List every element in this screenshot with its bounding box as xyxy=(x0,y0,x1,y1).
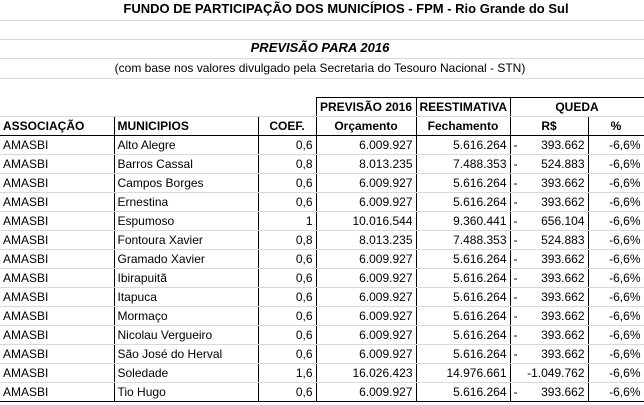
municipio-cell[interactable]: Barros Cassal xyxy=(114,155,258,174)
orcamento-cell[interactable]: 10.016.544 xyxy=(316,212,416,231)
queda-value: 393.662 xyxy=(541,385,585,399)
queda-rs-cell[interactable] xyxy=(510,174,588,193)
orcamento-cell[interactable]: 6.009.927 xyxy=(316,250,416,269)
header-associacao[interactable]: ASSOCIAÇÃO xyxy=(0,117,114,136)
fechamento-cell[interactable]: 5.616.264 xyxy=(416,136,510,155)
header-coef[interactable]: COEF. xyxy=(258,117,316,136)
queda-value: 393.662 xyxy=(541,328,585,342)
queda-sign: - xyxy=(513,195,518,209)
queda-value: 393.662 xyxy=(541,271,585,285)
queda-sign: - xyxy=(513,271,518,285)
sheet-note: (com base nos valores divulgado pela Secretaria do Tesouro Nacional - STN) xyxy=(114,61,526,75)
fechamento-cell[interactable]: 9.360.441 xyxy=(416,212,510,231)
fechamento-cell[interactable]: 5.616.264 xyxy=(416,174,510,193)
queda-rs-cell[interactable] xyxy=(510,345,588,364)
orcamento-cell[interactable]: 6.009.927 xyxy=(316,307,416,326)
table-row xyxy=(0,155,644,174)
associacao-cell[interactable]: AMASBI xyxy=(0,250,114,269)
fechamento-cell[interactable]: 7.488.353 xyxy=(416,155,510,174)
coef-cell[interactable]: 0,8 xyxy=(258,231,316,250)
associacao-cell[interactable]: AMASBI xyxy=(0,288,114,307)
fechamento-cell[interactable]: 5.616.264 xyxy=(416,250,510,269)
queda-sign: - xyxy=(513,309,518,323)
queda-value: 393.662 xyxy=(541,138,585,152)
queda-sign: - xyxy=(513,233,518,247)
orcamento-cell[interactable]: 16.026.423 xyxy=(316,364,416,383)
municipio-cell[interactable]: Soledade xyxy=(114,364,258,383)
coef-cell[interactable]: 0,6 xyxy=(258,326,316,345)
queda-pct-cell[interactable]: -6,6% xyxy=(588,155,644,174)
coef-cell[interactable]: 0,6 xyxy=(258,345,316,364)
queda-rs-cell[interactable] xyxy=(510,212,588,231)
associacao-cell[interactable]: AMASBI xyxy=(0,193,114,212)
associacao-cell[interactable]: AMASBI xyxy=(0,269,114,288)
municipio-cell[interactable]: Fontoura Xavier xyxy=(114,231,258,250)
table-row xyxy=(0,212,644,231)
grid-line xyxy=(0,20,644,21)
coef-cell[interactable]: 0,6 xyxy=(258,269,316,288)
header-reestimativa[interactable]: REESTIMATIVA xyxy=(416,98,510,117)
coef-cell[interactable]: 1,6 xyxy=(258,364,316,383)
coef-cell[interactable]: 0,6 xyxy=(258,383,316,402)
header-orcamento[interactable]: Orçamento xyxy=(316,117,416,136)
coef-cell[interactable]: 1 xyxy=(258,212,316,231)
queda-sign: - xyxy=(513,252,518,266)
queda-value: 393.662 xyxy=(541,347,585,361)
header-previsao[interactable]: PREVISÃO 2016 xyxy=(316,98,416,117)
municipio-cell[interactable]: Itapuca xyxy=(114,288,258,307)
coef-cell[interactable]: 0,6 xyxy=(258,174,316,193)
queda-rs-cell[interactable] xyxy=(510,364,588,383)
queda-pct-cell[interactable]: -6,6% xyxy=(588,364,644,383)
queda-sign: - xyxy=(513,157,518,171)
associacao-cell[interactable]: AMASBI xyxy=(0,345,114,364)
fpm-table xyxy=(0,97,644,402)
column-header-row xyxy=(0,117,644,136)
table-row xyxy=(0,307,644,326)
coef-cell[interactable]: 0,8 xyxy=(258,155,316,174)
queda-pct-cell[interactable]: -6,6% xyxy=(588,326,644,345)
queda-value: 393.662 xyxy=(541,309,585,323)
table-row xyxy=(0,326,644,345)
queda-pct-cell[interactable]: -6,6% xyxy=(588,250,644,269)
queda-sign: - xyxy=(513,176,518,190)
orcamento-cell[interactable]: 6.009.927 xyxy=(316,345,416,364)
table-row xyxy=(0,345,644,364)
queda-rs-cell[interactable] xyxy=(510,193,588,212)
header-queda-rs[interactable]: R$ xyxy=(510,117,588,136)
queda-rs-cell[interactable] xyxy=(510,231,588,250)
queda-pct-cell[interactable]: -6,6% xyxy=(588,269,644,288)
orcamento-cell[interactable]: 6.009.927 xyxy=(316,288,416,307)
queda-value: 393.662 xyxy=(541,176,585,190)
header-fechamento[interactable]: Fechamento xyxy=(416,117,510,136)
fechamento-cell[interactable]: 5.616.264 xyxy=(416,307,510,326)
municipio-cell[interactable]: São José do Herval xyxy=(114,345,258,364)
queda-rs-cell[interactable] xyxy=(510,136,588,155)
table-row xyxy=(0,269,644,288)
fechamento-cell[interactable]: 5.616.264 xyxy=(416,288,510,307)
orcamento-cell[interactable]: 8.013.235 xyxy=(316,231,416,250)
table-row xyxy=(0,231,644,250)
table-row xyxy=(0,136,644,155)
table-row xyxy=(0,174,644,193)
queda-pct-cell[interactable]: -6,6% xyxy=(588,136,644,155)
fechamento-cell[interactable]: 7.488.353 xyxy=(416,231,510,250)
associacao-cell[interactable]: AMASBI xyxy=(0,364,114,383)
orcamento-cell[interactable]: 6.009.927 xyxy=(316,136,416,155)
queda-rs-cell[interactable] xyxy=(510,383,588,402)
fechamento-cell[interactable]: 5.616.264 xyxy=(416,383,510,402)
queda-value: 524.883 xyxy=(541,233,585,247)
queda-sign: - xyxy=(513,385,518,399)
queda-pct-cell[interactable]: -6,6% xyxy=(588,307,644,326)
queda-pct-cell[interactable]: -6,6% xyxy=(588,345,644,364)
queda-sign: - xyxy=(513,347,518,361)
table-row xyxy=(0,383,644,402)
queda-pct-cell[interactable]: -6,6% xyxy=(588,231,644,250)
associacao-cell[interactable]: AMASBI xyxy=(0,326,114,345)
queda-value: 393.662 xyxy=(541,290,585,304)
municipio-cell[interactable]: Ernestina xyxy=(114,193,258,212)
orcamento-cell[interactable]: 6.009.927 xyxy=(316,193,416,212)
queda-value: 524.883 xyxy=(541,157,585,171)
orcamento-cell[interactable]: 6.009.927 xyxy=(316,269,416,288)
queda-value: 393.662 xyxy=(541,252,585,266)
orcamento-cell[interactable]: 8.013.235 xyxy=(316,155,416,174)
fechamento-cell[interactable]: 5.616.264 xyxy=(416,269,510,288)
header-queda-pct[interactable]: % xyxy=(588,117,644,136)
queda-value: -1.049.762 xyxy=(527,366,585,380)
queda-pct-cell[interactable]: -6,6% xyxy=(588,383,644,402)
coef-cell[interactable]: 0,6 xyxy=(258,193,316,212)
queda-value: 393.662 xyxy=(541,195,585,209)
orcamento-cell[interactable]: 6.009.927 xyxy=(316,383,416,402)
queda-rs-cell[interactable] xyxy=(510,250,588,269)
associacao-cell[interactable]: AMASBI xyxy=(0,155,114,174)
municipio-cell[interactable]: Espumoso xyxy=(114,212,258,231)
fechamento-cell[interactable]: 5.616.264 xyxy=(416,326,510,345)
associacao-cell[interactable]: AMASBI xyxy=(0,136,114,155)
table-row xyxy=(0,193,644,212)
fechamento-cell[interactable]: 14.976.661 xyxy=(416,364,510,383)
orcamento-cell[interactable]: 6.009.927 xyxy=(316,326,416,345)
municipio-cell[interactable]: Mormaço xyxy=(114,307,258,326)
table-row xyxy=(0,288,644,307)
header-queda[interactable]: QUEDA xyxy=(510,98,644,117)
sheet-subtitle: PREVISÃO PARA 2016 xyxy=(250,40,390,55)
associacao-cell[interactable]: AMASBI xyxy=(0,231,114,250)
grid-line xyxy=(0,78,644,79)
queda-pct-cell[interactable]: -6,6% xyxy=(588,193,644,212)
queda-rs-cell[interactable] xyxy=(510,307,588,326)
orcamento-cell[interactable]: 6.009.927 xyxy=(316,174,416,193)
grid-line xyxy=(0,58,644,59)
group-header-row xyxy=(0,98,644,117)
coef-cell[interactable]: 0,6 xyxy=(258,250,316,269)
sheet-title: FUNDO DE PARTICIPAÇÃO DOS MUNICÍPIOS - FPM - Rio Grande do Sul xyxy=(123,1,569,16)
queda-sign: - xyxy=(513,290,518,304)
queda-sign: - xyxy=(513,328,518,342)
queda-rs-cell[interactable] xyxy=(510,269,588,288)
queda-pct-cell[interactable]: -6,6% xyxy=(588,212,644,231)
queda-sign: - xyxy=(513,214,518,228)
table-row xyxy=(0,364,644,383)
table-row xyxy=(0,250,644,269)
fechamento-cell[interactable]: 5.616.264 xyxy=(416,193,510,212)
coef-cell[interactable]: 0,6 xyxy=(258,307,316,326)
associacao-cell[interactable]: AMASBI xyxy=(0,383,114,402)
municipio-cell[interactable]: Campos Borges xyxy=(114,174,258,193)
queda-rs-cell[interactable] xyxy=(510,326,588,345)
queda-pct-cell[interactable]: -6,6% xyxy=(588,174,644,193)
municipio-cell[interactable]: Alto Alegre xyxy=(114,136,258,155)
municipio-cell[interactable]: Gramado Xavier xyxy=(114,250,258,269)
queda-value: 656.104 xyxy=(541,214,585,228)
municipio-cell[interactable]: Tio Hugo xyxy=(114,383,258,402)
associacao-cell[interactable]: AMASBI xyxy=(0,307,114,326)
queda-sign: - xyxy=(513,138,518,152)
municipio-cell[interactable]: Nicolau Vergueiro xyxy=(114,326,258,345)
coef-cell[interactable]: 0,6 xyxy=(258,136,316,155)
queda-rs-cell[interactable] xyxy=(510,288,588,307)
fechamento-cell[interactable]: 5.616.264 xyxy=(416,345,510,364)
queda-rs-cell[interactable] xyxy=(510,155,588,174)
header-municipios[interactable]: MUNICIPIOS xyxy=(114,117,258,136)
municipio-cell[interactable]: Ibirapuitã xyxy=(114,269,258,288)
queda-pct-cell[interactable]: -6,6% xyxy=(588,288,644,307)
associacao-cell[interactable]: AMASBI xyxy=(0,174,114,193)
associacao-cell[interactable]: AMASBI xyxy=(0,212,114,231)
coef-cell[interactable]: 0,6 xyxy=(258,288,316,307)
